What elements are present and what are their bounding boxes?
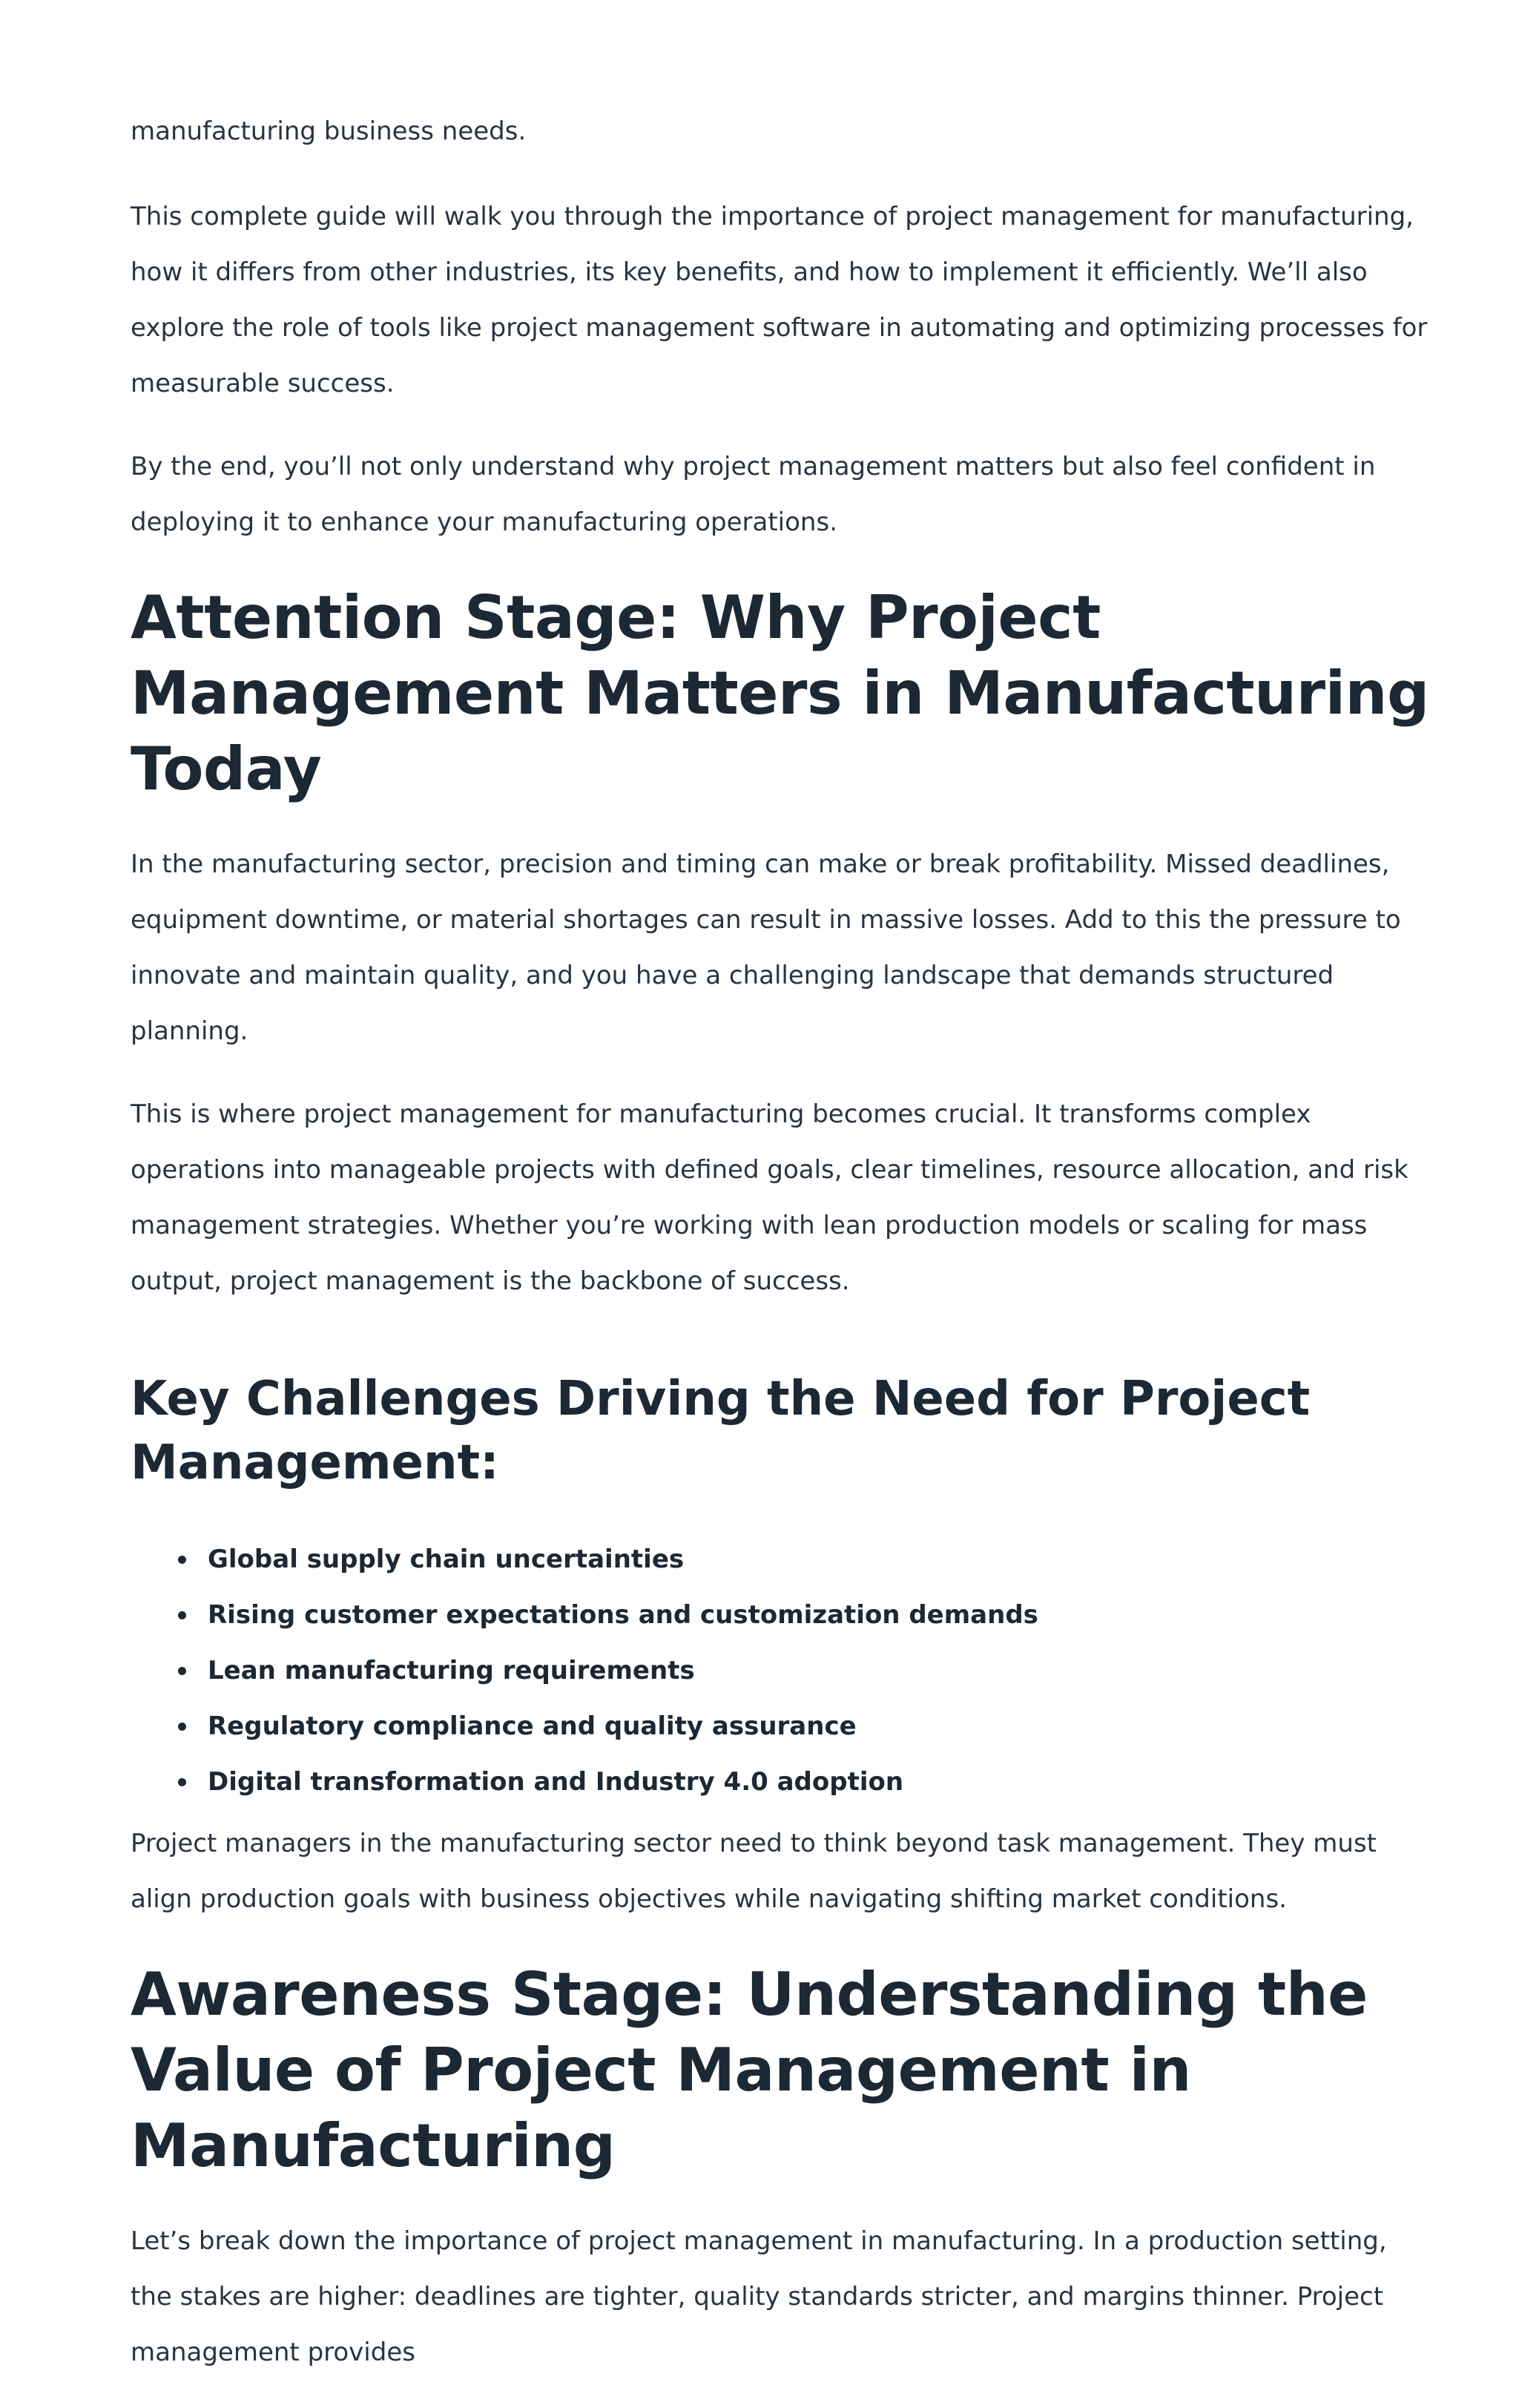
list-item: Digital transformation and Industry 4.0 adoption <box>208 1754 1436 1810</box>
heading-key-challenges: Key Challenges Driving the Need for Project Management: <box>131 1372 1311 1490</box>
paragraph-intro-end: manufacturing business needs. <box>131 116 527 146</box>
paragraph-manufacturing-sector: In the manufacturing sector, precision and timing can make or break profitability. Missed deadlines, equipment downtime, or material shortages can result in massive losses. Add to this the pressure to innovate and maintain quality, and you have a challenging landscape that demands structured planning. <box>131 849 1401 1046</box>
list-item: Rising customer expectations and customization demands <box>208 1588 1436 1643</box>
list-item: Regulatory compliance and quality assurance <box>208 1699 1436 1754</box>
list-item: Lean manufacturing requirements <box>208 1643 1436 1699</box>
paragraph-by-the-end: By the end, you’ll not only understand why project management matters but also feel confident in deploying it to enhance your manufacturing operations. <box>131 452 1376 537</box>
heading-attention-stage: Attention Stage: Why Project Management Matters in Manufacturing Today <box>131 583 1429 803</box>
paragraph-project-managers: Project managers in the manufacturing sector need to think beyond task management. They must align production goals with business objectives while navigating shifting market conditions. <box>131 1829 1377 1914</box>
paragraph-guide-overview: This complete guide will walk you through the importance of project management for manufacturing, how it differs from other industries, its key benefits, and how to implement it efficiently. We’ll also explore the role of tools like project management software in automating and optimizing processes for measurable success. <box>131 202 1428 398</box>
paragraph-crucial: This is where project management for manufacturing becomes crucial. It transforms complex operations into manageable projects with defined goals, clear timelines, resource allocation, and risk management strategies. Whether you’re working with lean production models or scaling for mass output, project management is the backbone of success. <box>131 1099 1408 1296</box>
article-body <box>131 104 1436 2408</box>
list-item: Global supply chain uncertainties <box>208 1532 1436 1588</box>
heading-awareness-stage: Awareness Stage: Understanding the Value of Project Management in Manufacturing <box>131 1960 1368 2180</box>
challenges-list <box>131 1532 1436 1810</box>
paragraph-break-down: Let’s break down the importance of project management in manufacturing. In a production setting, the stakes are higher: deadlines are tighter, quality standards stricter, and margins thinner. Project management provides <box>131 2226 1387 2367</box>
